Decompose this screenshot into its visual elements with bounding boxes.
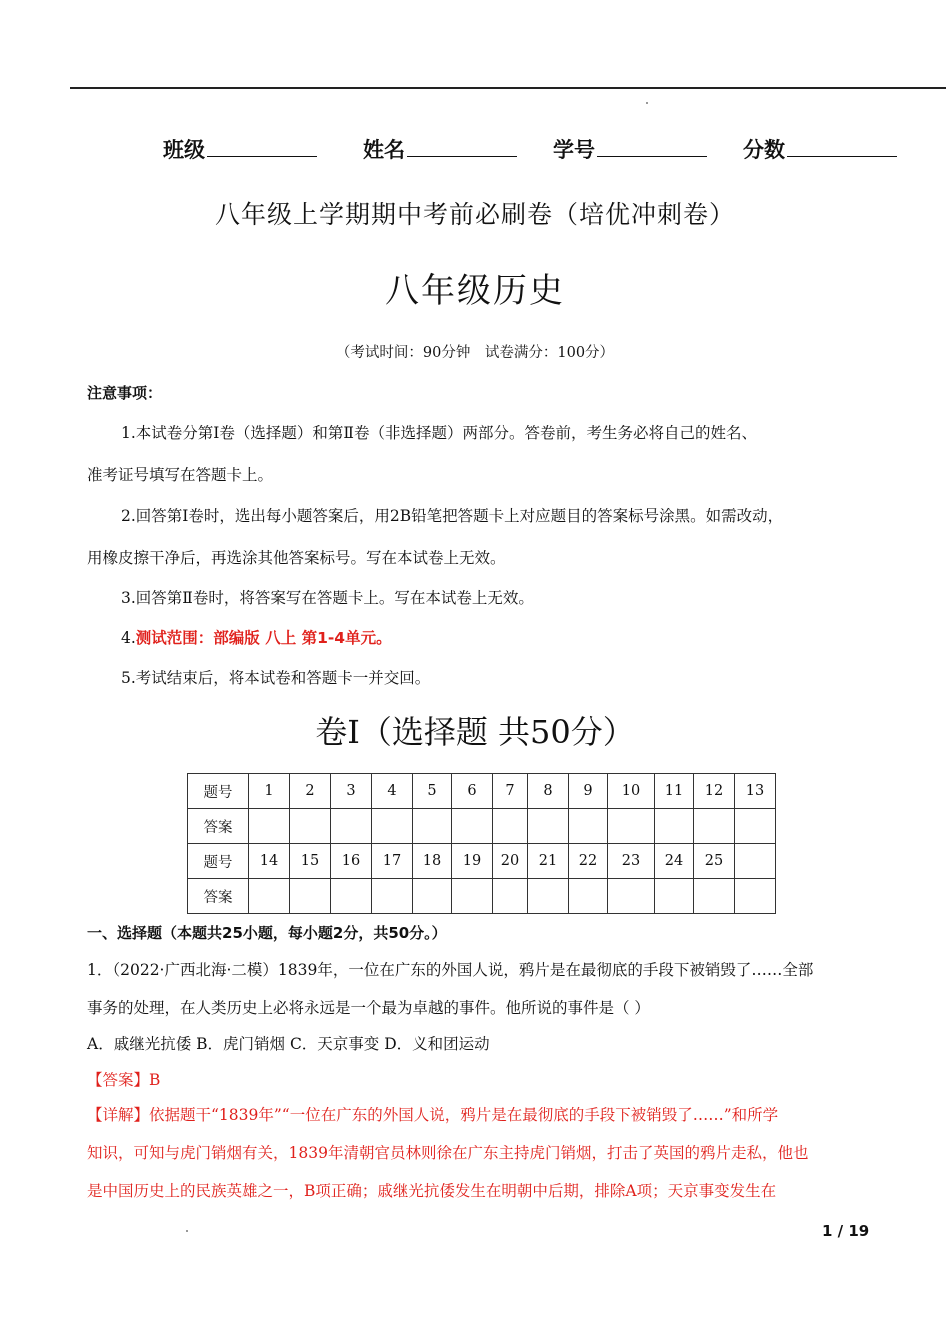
question-number-cell: 13 xyxy=(735,774,776,809)
student-id-blank[interactable] xyxy=(597,136,707,157)
question-number-cell: 8 xyxy=(528,774,569,809)
answer-cell[interactable] xyxy=(569,809,608,844)
section-title: 卷Ⅰ（选择题 共50分） xyxy=(315,713,635,751)
question-number-cell: 16 xyxy=(331,844,372,879)
subject-title: 八年级历史 xyxy=(385,271,565,311)
question-number-cell: 17 xyxy=(372,844,413,879)
answer-cell[interactable] xyxy=(331,879,372,914)
answer-cell[interactable] xyxy=(655,809,694,844)
notice-item-1: 1.本试卷分第Ⅰ卷（选择题）和第Ⅱ卷（非选择题）两部分。答卷前，考生务必将自己的姓名、 xyxy=(121,424,757,442)
notice-item-3: 3.回答第Ⅱ卷时，将答案写在答题卡上。写在本试卷上无效。 xyxy=(121,589,534,607)
notice-item-5: 5.考试结束后，将本试卷和答题卡一并交回。 xyxy=(121,669,431,687)
score-label: 分数 xyxy=(743,138,785,162)
question-number-cell xyxy=(735,844,776,879)
test-scope: 测试范围：部编版 八上 第1-4单元。 xyxy=(135,629,392,647)
answer-cell[interactable] xyxy=(249,879,290,914)
answer-cell[interactable] xyxy=(493,879,528,914)
answer-cell[interactable] xyxy=(452,879,493,914)
answer-cell[interactable] xyxy=(372,879,413,914)
notice-item-2-cont: 用橡皮擦干净后，再选涂其他答案标号。写在本试卷上无效。 xyxy=(87,549,506,567)
student-id-label: 学号 xyxy=(553,138,595,162)
question-number-cell: 12 xyxy=(694,774,735,809)
question-1-detail-line-1: 【详解】依据题干“1839年”“一位在广东的外国人说，鸦片是在最彻底的手段下被销毁了……”和所学 xyxy=(87,1106,779,1124)
answer-cell[interactable] xyxy=(249,809,290,844)
question-1-line-1: 1．（2022·广西北海·二模）1839年，一位在广东的外国人说，鸦片是在最彻底的手段下被销毁了……全部 xyxy=(87,961,814,979)
question-number-cell: 25 xyxy=(694,844,735,879)
row-label-question: 题号 xyxy=(188,774,249,809)
question-number-cell: 19 xyxy=(452,844,493,879)
table-row xyxy=(188,809,776,844)
page-number: 1 / 19 xyxy=(822,1222,870,1240)
class-field[interactable] xyxy=(163,134,317,164)
header-rule xyxy=(70,87,946,89)
answer-cell[interactable] xyxy=(528,809,569,844)
answer-cell[interactable] xyxy=(413,809,452,844)
row-label-question: 题号 xyxy=(188,844,249,879)
question-number-cell: 11 xyxy=(655,774,694,809)
question-number-cell: 15 xyxy=(290,844,331,879)
question-number-cell: 1 xyxy=(249,774,290,809)
question-number-cell: 10 xyxy=(608,774,655,809)
name-blank[interactable] xyxy=(407,136,517,157)
row-label-answer: 答案 xyxy=(188,879,249,914)
answer-cell[interactable] xyxy=(735,879,776,914)
question-number-cell: 14 xyxy=(249,844,290,879)
name-label: 姓名 xyxy=(363,138,405,162)
question-number-cell: 3 xyxy=(331,774,372,809)
question-number-cell: 2 xyxy=(290,774,331,809)
answer-cell[interactable] xyxy=(413,879,452,914)
table-row xyxy=(188,879,776,914)
paper-title: 八年级上学期期中考前必刷卷（培优冲刺卷） xyxy=(214,200,735,229)
table-row xyxy=(188,774,776,809)
name-field[interactable] xyxy=(363,134,517,164)
answer-cell[interactable] xyxy=(493,809,528,844)
notice-item-2: 2.回答第Ⅰ卷时，选出每小题答案后，用2B铅笔把答题卡上对应题目的答案标号涂黑。如需改动， xyxy=(121,507,784,525)
score-field[interactable] xyxy=(743,134,897,164)
class-label: 班级 xyxy=(163,138,205,162)
question-1-answer: 【答案】B xyxy=(87,1071,161,1089)
answer-cell[interactable] xyxy=(452,809,493,844)
answer-cell[interactable] xyxy=(290,809,331,844)
student-id-field[interactable] xyxy=(553,134,707,164)
question-number-cell: 6 xyxy=(452,774,493,809)
answer-cell[interactable] xyxy=(608,809,655,844)
question-number-cell: 20 xyxy=(493,844,528,879)
class-blank[interactable] xyxy=(207,136,317,157)
question-number-cell: 23 xyxy=(608,844,655,879)
answer-cell[interactable] xyxy=(694,809,735,844)
question-1-detail-line-3: 是中国历史上的民族英雄之一，B项正确；戚继光抗倭发生在明朝中后期，排除A项；天京事变发生在 xyxy=(87,1182,777,1200)
answer-cell[interactable] xyxy=(290,879,331,914)
answer-cell[interactable] xyxy=(735,809,776,844)
notice-item-1-cont: 准考证号填写在答题卡上。 xyxy=(87,466,274,484)
scan-dot xyxy=(646,102,648,104)
answer-cell[interactable] xyxy=(528,879,569,914)
answer-cell[interactable] xyxy=(331,809,372,844)
answer-cell[interactable] xyxy=(372,809,413,844)
notice-item-4: 4.测试范围：部编版 八上 第1-4单元。 xyxy=(121,629,392,647)
question-number-cell: 21 xyxy=(528,844,569,879)
table-row xyxy=(188,844,776,879)
question-number-cell: 4 xyxy=(372,774,413,809)
question-number-cell: 5 xyxy=(413,774,452,809)
question-number-cell: 22 xyxy=(569,844,608,879)
question-number-cell: 9 xyxy=(569,774,608,809)
answer-cell[interactable] xyxy=(694,879,735,914)
question-number-cell: 24 xyxy=(655,844,694,879)
question-1-options: A．戚继光抗倭 B．虎门销烟 C．天京事变 D．义和团运动 xyxy=(87,1035,490,1053)
question-1-line-2: 事务的处理，在人类历史上必将永远是一个最为卓越的事件。他所说的事件是（ ） xyxy=(87,999,650,1017)
notice-heading: 注意事项： xyxy=(87,384,163,402)
scan-dot xyxy=(186,1230,188,1232)
question-number-cell: 7 xyxy=(493,774,528,809)
answer-table xyxy=(187,773,776,914)
question-number-cell: 18 xyxy=(413,844,452,879)
student-info-row xyxy=(0,134,950,164)
part1-heading: 一、选择题（本题共25小题，每小题2分，共50分。） xyxy=(87,924,447,942)
question-1-detail-line-2: 知识，可知与虎门销烟有关，1839年清朝官员林则徐在广东主持虎门销烟，打击了英国的鸦片走私，他也 xyxy=(87,1144,809,1162)
score-blank[interactable] xyxy=(787,136,897,157)
row-label-answer: 答案 xyxy=(188,809,249,844)
answer-cell[interactable] xyxy=(655,879,694,914)
exam-time-info: （考试时间：90分钟 试卷满分：100分） xyxy=(335,345,615,361)
answer-cell[interactable] xyxy=(569,879,608,914)
answer-cell[interactable] xyxy=(608,879,655,914)
